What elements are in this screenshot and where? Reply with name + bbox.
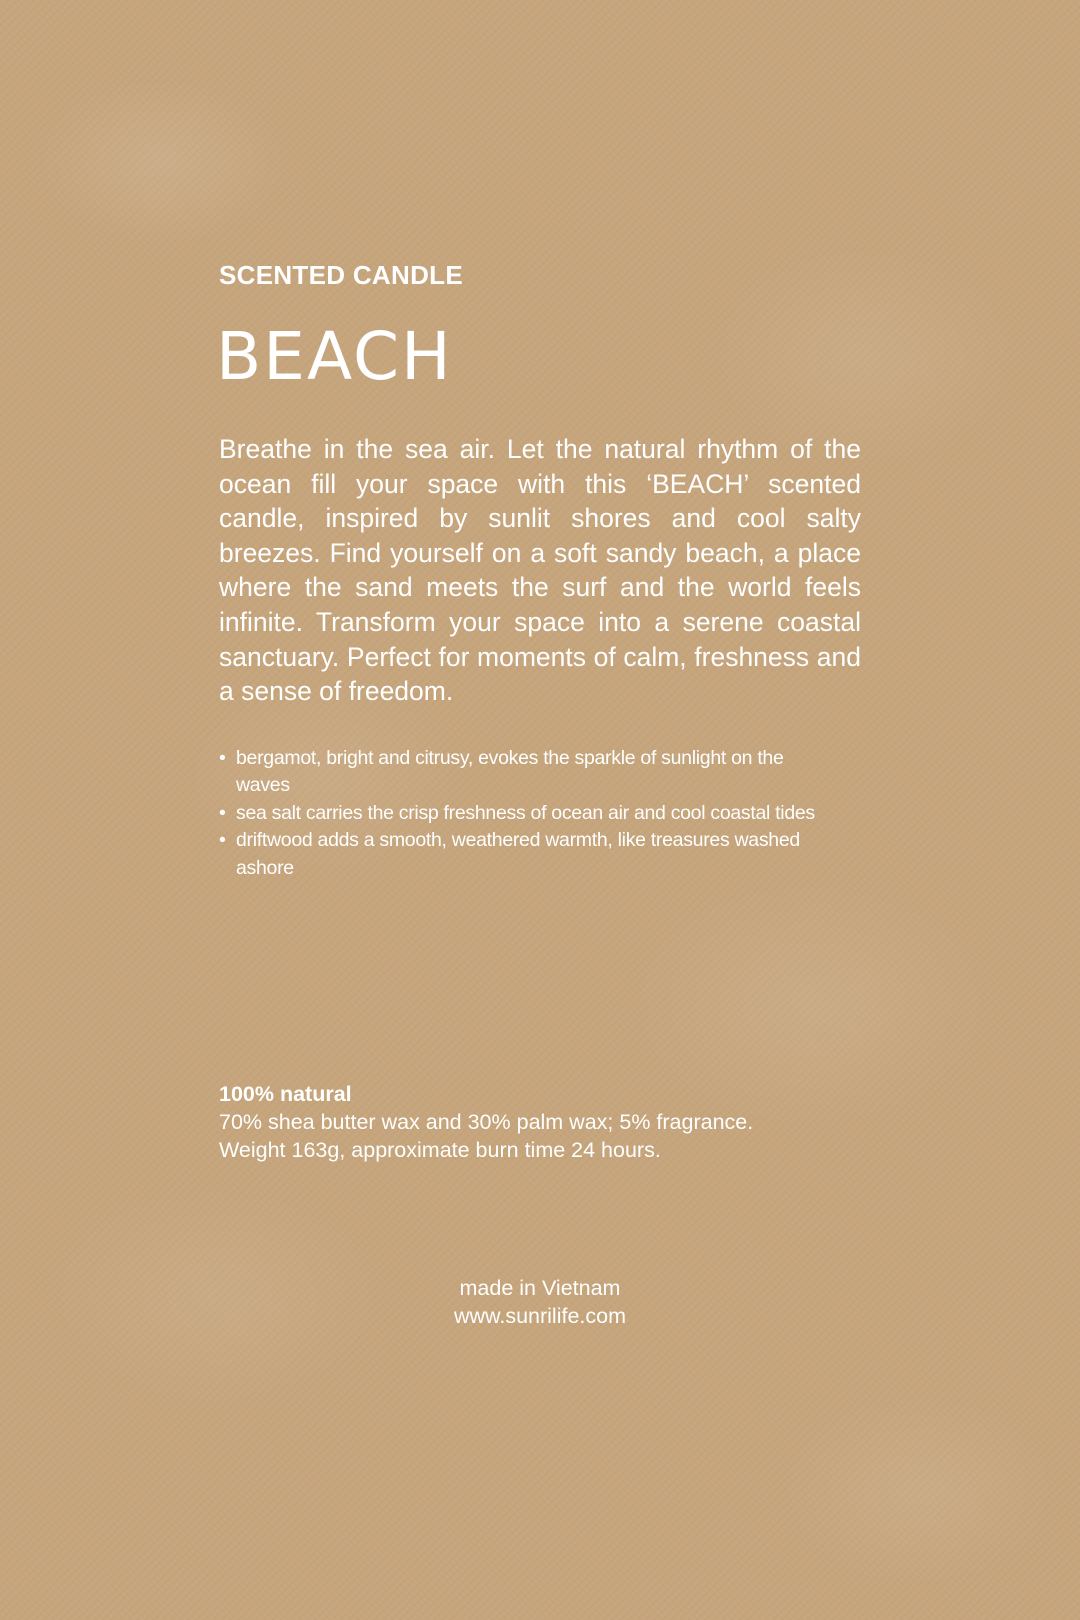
composition-block: [219, 1080, 919, 1164]
scent-note-text: sea salt carries the crisp freshness of ocean air and cool coastal tides: [236, 801, 815, 824]
composition-wax-line: 70% shea butter wax and 30% palm wax; 5% fragrance.: [219, 1110, 754, 1134]
bullet-icon: •: [219, 829, 226, 852]
footer: [0, 1274, 1080, 1330]
composition-heading: 100% natural: [219, 1082, 352, 1106]
bullet-icon: •: [219, 746, 226, 769]
product-category: SCENTED CANDLE: [219, 260, 463, 290]
scent-note-sea-salt: [219, 800, 839, 828]
label-content: [216, 260, 861, 882]
product-title: BEACH: [216, 318, 453, 395]
bullet-icon: •: [219, 801, 226, 824]
scent-note-driftwood: [219, 827, 839, 882]
origin-text: made in Vietnam: [459, 1276, 621, 1300]
scent-note-bergamot: [219, 745, 839, 800]
scent-notes-list: [219, 745, 839, 883]
scent-note-text: driftwood adds a smooth, weathered warmth, like treasures washed ashore: [236, 829, 800, 879]
website-link[interactable]: www.sunrilife.com: [453, 1304, 627, 1328]
composition-weight-line: Weight 163g, approximate burn time 24 hours.: [219, 1138, 661, 1162]
product-description: Breathe in the sea air. Let the natural rhythm of the ocean fill your space with this ‘BEACH’ scented candle, inspired by sunlit shores and cool salty breezes. Find yourself on a soft sandy beach, a place where the sand meets the surf and the world feels infinite. Transform your space into a serene coastal sanctuary. Perfect for moments of calm, freshness and a sense of freedom.: [219, 434, 861, 707]
scent-note-text: bergamot, bright and citrusy, evokes the sparkle of sunlight on the waves: [236, 746, 784, 797]
